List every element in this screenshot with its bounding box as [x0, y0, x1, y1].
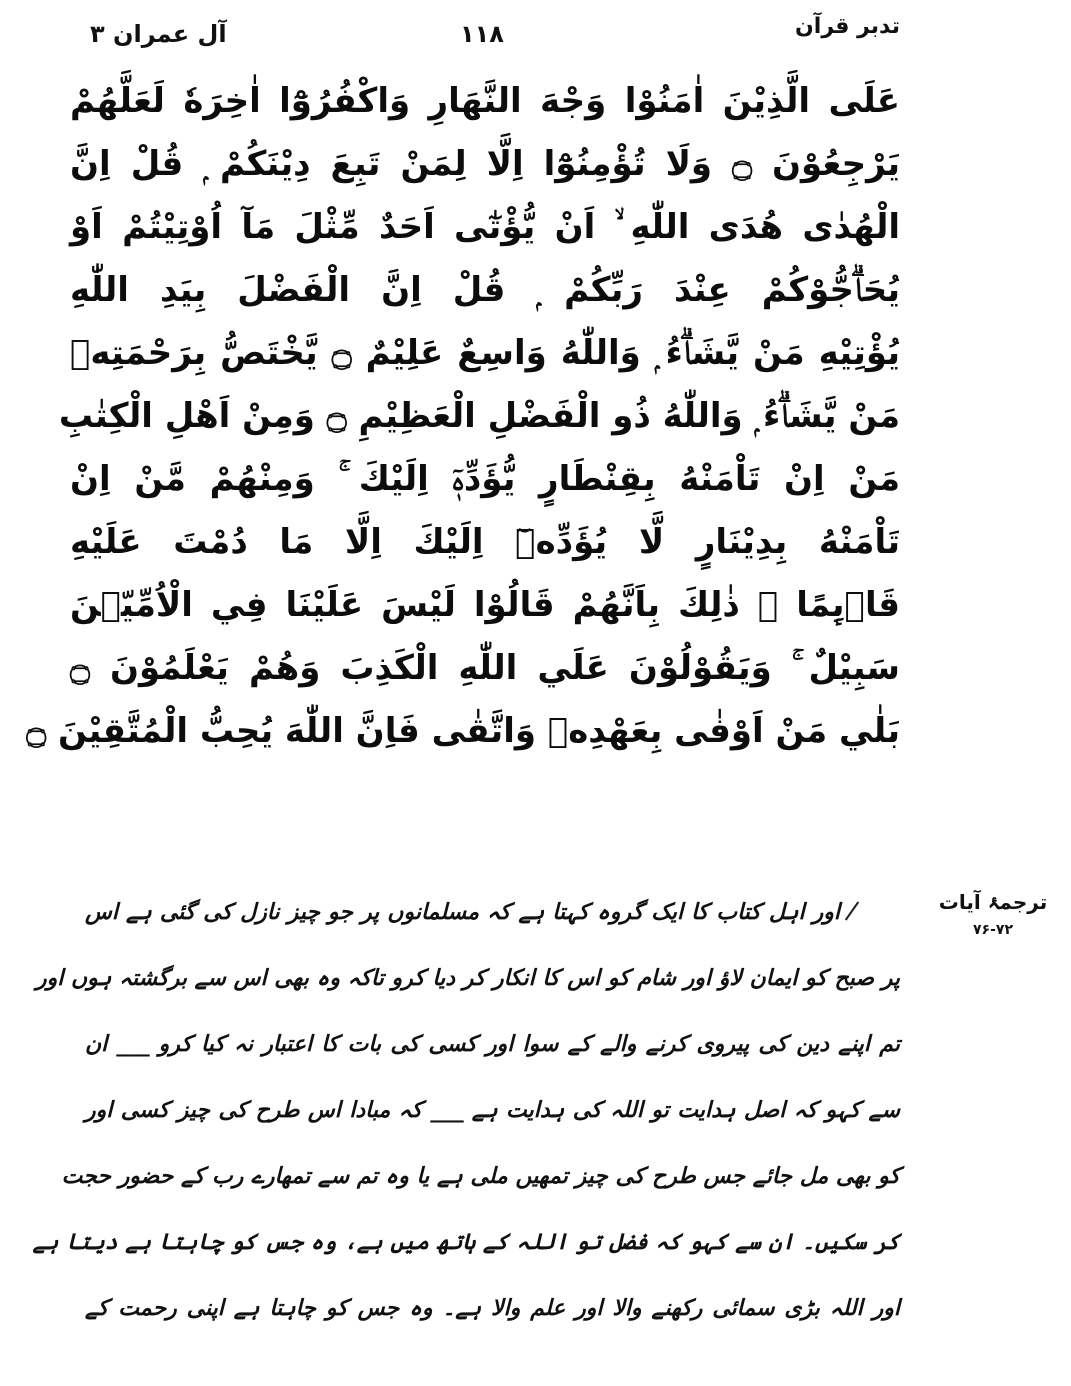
arabic-line: الْهُدٰى هُدَى اللّٰهِ ۙ اَنْ يُّؤْتٰٓى اَحَدٌ مِّثْلَ مَآ اُوْتِيْتُمْ اَوْ: [70, 207, 900, 247]
urdu-line: پر صبح کو ایمان لاؤ اور شام کو اس کا انکار کر دیا کرو تاکہ وہ بھی اس سے برگشتہ ہوں اور: [36, 966, 900, 991]
arabic-line: يُحَاۗجُّوْكُمْ عِنْدَ رَبِّكُمْ ۭ قُلْ اِنَّ الْفَضْلَ بِيَدِ اللّٰهِ: [70, 270, 900, 310]
translation-side-note: [933, 890, 1053, 938]
urdu-line: اور اللہ بڑی سمائی رکھنے والا اور علم والا ہے۔ وہ جس کو چاہتا ہے اپنی رحمت کے: [85, 1296, 900, 1321]
surah-name: آل عمران ۳: [90, 20, 227, 48]
urdu-line: اور اہل کتاب کا ایک گروہ کہتا ہے کہ مسلمانوں پر جو چیز نازل کی گئی ہے اس: [85, 900, 840, 925]
arabic-line: بَلٰي مَنْ اَوْفٰى بِعَهْدِهٖ وَاتَّقٰى فَاِنَّ اللّٰهَ يُحِبُّ الْمُتَّقِيْنَ ۝: [26, 711, 900, 751]
urdu-translation: [32, 880, 900, 1342]
urdu-line: کر سکیں۔ ان سے کہو کہ فضل تو اللہ کے ہاتھ میں ہے، وہ جس کو چاہتا ہے دیتا ہے: [32, 1230, 900, 1255]
urdu-line: سے کہو کہ اصل ہدایت تو اللہ کی ہدایت ہے ___ کہ مبادا اس طرح کی چیز کسی اور: [85, 1098, 900, 1123]
book-title: تدبر قرآن: [795, 14, 900, 39]
page-header: [80, 14, 900, 54]
arabic-line: مَنْ اِنْ تَاْمَنْهُ بِقِنْطَارٍ يُّؤَدِّهٖٓ اِلَيْكَ ۚ وَمِنْھُمْ مَّنْ اِنْ: [70, 459, 900, 499]
arabic-verses: [26, 70, 900, 763]
page-number: ۱۱۸: [460, 20, 504, 48]
arabic-line: عَلَى الَّذِيْنَ اٰمَنُوْا وَجْهَ النَّهَارِ وَاكْفُرُوْٓا اٰخِرَهٗ لَعَلَّهُمْ: [70, 81, 900, 121]
arabic-line: مَنْ يَّشَاۗءُ ۭ وَاللّٰهُ ذُو الْفَضْلِ الْعَظِيْمِ ۝ وَمِنْ اَھْلِ الْكِتٰبِ: [58, 396, 900, 436]
arabic-line: قَاۗىِٕمًا ۭ ذٰلِكَ بِاَنَّھُمْ قَالُوْا لَيْسَ عَلَيْنَا فِي الْاُمِّيّٖنَ: [70, 585, 900, 625]
arabic-line: يَرْجِعُوْنَ ۝ وَلَا تُؤْمِنُوْٓا اِلَّا لِمَنْ تَبِعَ دِيْنَكُمْ ۭ قُلْ اِنَّ: [70, 144, 900, 184]
urdu-line: تم اپنے دین کی پیروی کرنے والے کے سوا اور کسی کی بات کا اعتبار نہ کیا کرو ___ ان: [85, 1032, 900, 1057]
urdu-line: کو بھی مل جائے جس طرح کی چیز تمھیں ملی ہے یا وہ تم سے تمھارے رب کے حضور حجت: [61, 1164, 900, 1189]
arabic-line: سَبِيْلٌ ۚ وَيَقُوْلُوْنَ عَلَي اللّٰهِ الْكَذِبَ وَھُمْ يَعْلَمُوْنَ ۝: [70, 648, 900, 688]
arabic-line: يُؤْتِيْهِ مَنْ يَّشَاۗءُ ۭ وَاللّٰهُ وَاسِعٌ عَلِيْمٌ ۝ يَّخْتَصُّ بِرَحْمَتِهٖ: [70, 333, 900, 373]
arabic-line: تَاْمَنْهُ بِدِيْنَارٍ لَّا يُؤَدِّهٖٓ اِلَيْكَ اِلَّا مَا دُمْتَ عَلَيْهِ: [70, 522, 900, 562]
verse-range: ۷۶-۷۲: [973, 922, 1013, 938]
side-note-title: ترجمۂ آیات: [938, 890, 1048, 914]
